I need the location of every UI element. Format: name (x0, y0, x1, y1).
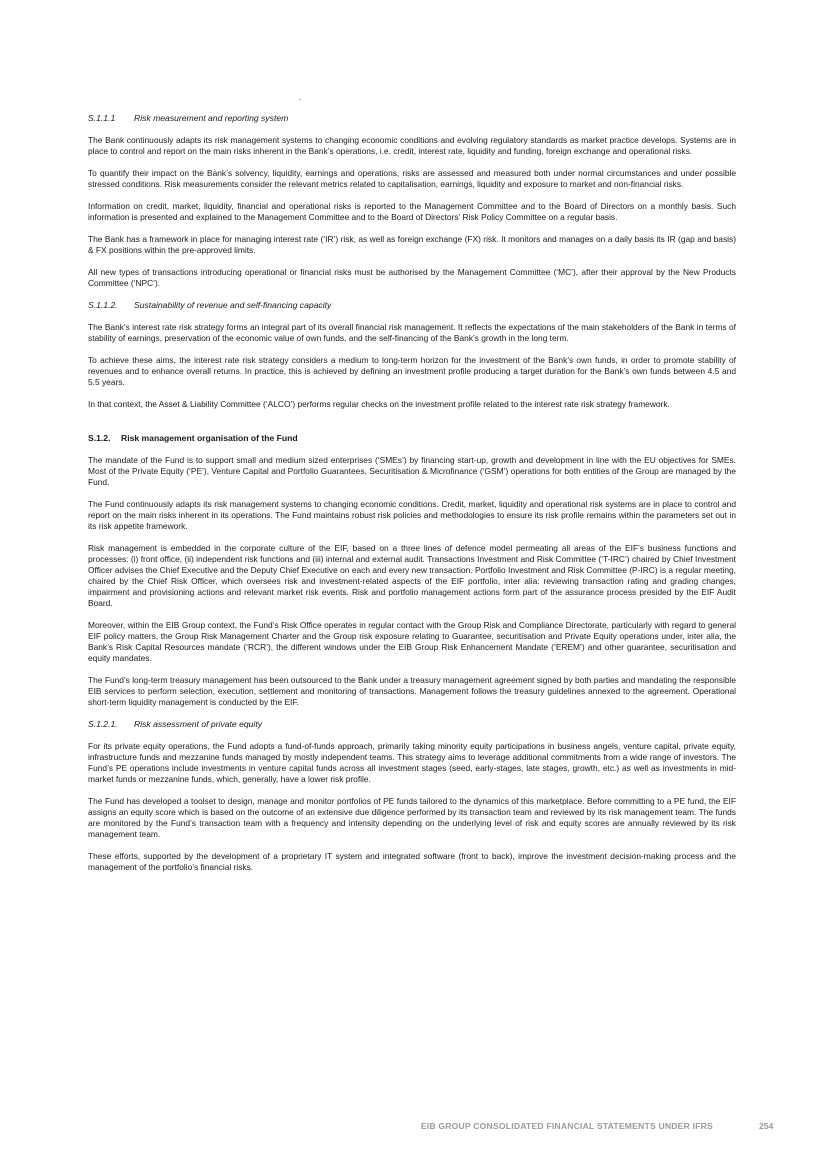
section-title: Risk measurement and reporting system (134, 113, 289, 123)
paragraph: Moreover, within the EIB Group context, the Fund’s Risk Office operates in regular contact with the Group Risk and Compliance Directorate, particularly with regard to general EIF policy matters, the Group Risk Management Charter and the Group risk exposure relating to Guarantee, securitisation and Private Equity operations under, inter alia, the Bank’s Risk Capital Resources mandate (‘RCR’), the different windows under the EIB Group Risk Enhancement Mandate (‘EREM’) and other guarantee, securitisation and equity mandates. (88, 620, 736, 663)
section-title: Risk management organisation of the Fund (121, 433, 298, 443)
paragraph: These efforts, supported by the development of a proprietary IT system and integrated software (front to back), improve the investment decision-making process and the management of the portfolio’s financial risks. (88, 851, 736, 872)
paragraph: All new types of transactions introducing operational or financial risks must be authorised by the Management Committee (‘MC’), after their approval by the New Products Committee (‘NPC’). (88, 267, 736, 288)
paragraph: The Fund continuously adapts its risk management systems to changing economic conditions. Credit, market, liquidity and operational risk systems are in place to control and report on the main risks inherent in its operations. The Fund maintains robust risk policies and methodologies to ensure its risk profile remains within the parameters set out in its risk appetite framework. (88, 499, 736, 531)
heading-s1-2-1 (88, 719, 736, 730)
paragraph: The Bank’s interest rate risk strategy forms an integral part of its overall financial risk management. It reflects the expectations of the main stakeholders of the Bank in terms of stability of earnings, preservation of the economic value of own funds, and the self-financing of the Bank’s growth in the long term. (88, 322, 736, 343)
section-number: S.1.2. (88, 433, 111, 443)
heading-s1-2 (88, 433, 736, 444)
section-number: S.1.2.1. (88, 719, 118, 729)
section-number: S.1.1.1 (88, 113, 116, 123)
heading-s1-1-1 (88, 113, 736, 124)
paragraph: The Bank continuously adapts its risk management systems to changing economic conditions and evolving regulatory standards as market practice develops. Systems are in place to control and report on the main risks inherent in the Bank’s operations, i.e. credit, interest rate, liquidity and funding, foreign exchange and operational risks. (88, 135, 736, 156)
section-title: Risk assessment of private equity (134, 719, 263, 729)
footer-title: EIB GROUP CONSOLIDATED FINANCIAL STATEMENTS UNDER IFRS (420, 1121, 713, 1131)
section-title: Sustainability of revenue and self-financing capacity (134, 300, 332, 310)
paragraph: The Fund has developed a toolset to design, manage and monitor portfolios of PE funds tailored to the dynamics of this marketplace. Before committing to a PE fund, the EIF assigns an equity score which is based on the outcome of an extensive due diligence performed by its transaction team and reviewed by its risk management team. The funds are monitored by the Fund’s transaction team with a frequency and intensity depending on the underlying level of risk and equity scores are annually reviewed by its risk management team. (88, 796, 736, 839)
heading-s1-1-2 (88, 300, 736, 311)
paragraph: For its private equity operations, the Fund adopts a fund-of-funds approach, primarily taking minority equity participations in business angels, venture capital, private equity, infrastructure funds and mezzanine funds managed by mostly independent teams. This strategy aims to leverage additional commitments from a wide range of investors. The Fund’s PE operations include investments in venture capital funds across all investment stages (seed, early-stages, late stages, growth, etc.) as well as investments in mid-market funds or mezzanine funds, which, generally, have a lower risk profile. (88, 741, 736, 784)
paragraph: To quantify their impact on the Bank’s solvency, liquidity, earnings and operations, risks are assessed and measured both under normal circumstances and under possible stressed conditions. Risk measurements consider the relevant metrics related to capitalisation, earnings, liquidity and exposure to market and non-financial risks. (88, 168, 736, 189)
paragraph: Information on credit, market, liquidity, financial and operational risks is reported to the Management Committee and to the Board of Directors on a monthly basis. Such information is presented and explained to the Management Committee and to the Board of Directors’ Risk Policy Committee on a regular basis. (88, 201, 736, 222)
section-number: S.1.1.2. (88, 300, 118, 310)
paragraph: The Bank has a framework in place for managing interest rate (‘IR’) risk, as well as foreign exchange (FX) risk. It monitors and manages on a daily basis its IR (gap and basis) & FX positions within the pre-approved limits. (88, 234, 736, 255)
paragraph: Risk management is embedded in the corporate culture of the EIF, based on a three lines of defence model permeating all areas of the EIF’s business functions and processes: (i) front office, (ii) independent risk functions and (iii) internal and external audit. Transactions Investment and Risk Committee (‘T-IRC’) chaired by Chief Investment Officer advises the Chief Executive and the Deputy Chief Executive on each and every new transaction. Portfolio Investment and Risk Committee (P-IRC) is a regular meeting, chaired by the Chief Risk Officer, which oversees risk and investment-related aspects of the EIF portfolio, inter alia: reviewing transaction rating and grading changes, impairment and provisioning actions and relevant market risk events. Risk and portfolio management actions form part of the assurance process presided by the EIF Audit Board. (88, 543, 736, 608)
paragraph: In that context, the Asset & Liability Committee (‘ALCO’) performs regular checks on the investment profile related to the interest rate risk strategy framework. (88, 399, 670, 409)
page-content (88, 113, 736, 884)
stray-dot: . (299, 93, 302, 102)
page-number: 254 (759, 1121, 774, 1131)
paragraph: To achieve these aims, the interest rate risk strategy considers a medium to long-term horizon for the investment of the Bank’s own funds, in order to promote stability of revenues and to enhance overall returns. In practice, this is achieved by defining an investment profile producing a target duration for the Bank’s own funds between 4.5 and 5.5 years. (88, 355, 736, 387)
paragraph: The mandate of the Fund is to support small and medium sized enterprises (‘SMEs’) by financing start-up, growth and development in line with the EU objectives for SMEs. Most of the Private Equity (‘PE’), Venture Capital and Portfolio Guarantees, Securitisation & Microfinance (‘GSM’) operations for both entities of the Group are managed by the Fund. (88, 455, 736, 487)
paragraph: The Fund’s long-term treasury management has been outsourced to the Bank under a treasury management agreement signed by both parties and mandating the responsible EIB services to perform selection, execution, settlement and monitoring of transactions. Management follows the treasury guidelines annexed to the agreement. Operational short-term liquidity management is conducted by the EIF. (88, 675, 736, 707)
